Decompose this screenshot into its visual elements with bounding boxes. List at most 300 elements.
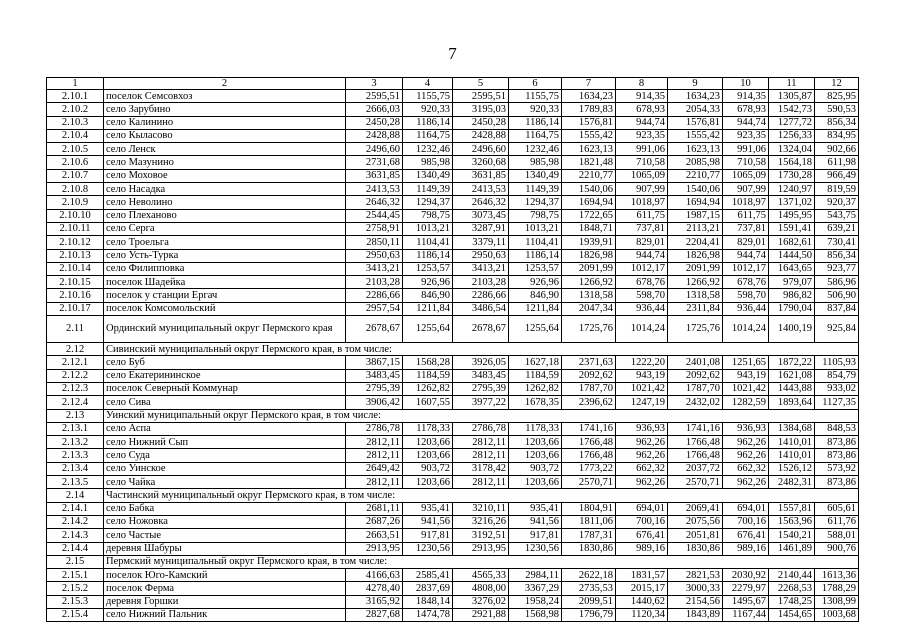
header-cell: 4 — [403, 78, 453, 90]
row-code: 2.13.2 — [47, 436, 104, 449]
table-row — [47, 422, 859, 435]
settlement-name: поселок Комсомольский — [104, 302, 346, 315]
row-code: 2.10.6 — [47, 156, 104, 169]
value-cell: 1255,64 — [509, 316, 562, 343]
value-cell: 2413,53 — [346, 183, 403, 196]
value-cell: 1324,04 — [769, 143, 815, 156]
value-cell: 1643,65 — [769, 262, 815, 275]
value-cell: 1256,33 — [769, 129, 815, 142]
header-cell: 11 — [769, 78, 815, 90]
value-cell: 1787,31 — [562, 529, 616, 542]
row-code: 2.12.4 — [47, 396, 104, 409]
value-cell: 1474,78 — [403, 608, 453, 621]
value-cell: 917,81 — [509, 529, 562, 542]
row-code: 2.10.9 — [47, 196, 104, 209]
value-cell: 941,56 — [403, 515, 453, 528]
value-cell: 829,01 — [723, 236, 769, 249]
value-cell: 676,41 — [723, 529, 769, 542]
value-cell: 2812,11 — [453, 436, 509, 449]
settlement-name: село Сива — [104, 396, 346, 409]
row-code: 2.15.1 — [47, 569, 104, 582]
table-row — [47, 569, 859, 582]
row-code: 2.15.3 — [47, 595, 104, 608]
value-cell: 2646,32 — [453, 196, 509, 209]
value-cell: 4565,33 — [453, 569, 509, 582]
value-cell: 985,98 — [509, 156, 562, 169]
header-cell: 8 — [616, 78, 668, 90]
value-cell: 2092,62 — [668, 369, 723, 382]
table-row — [47, 90, 859, 103]
value-cell: 1766,48 — [668, 436, 723, 449]
table-row — [47, 449, 859, 462]
value-cell: 1240,97 — [769, 183, 815, 196]
value-cell: 1149,39 — [403, 183, 453, 196]
value-cell: 710,58 — [616, 156, 668, 169]
value-cell: 3000,33 — [668, 582, 723, 595]
value-cell: 2570,71 — [668, 476, 723, 489]
value-cell: 611,75 — [616, 209, 668, 222]
table-row — [47, 169, 859, 182]
value-cell: 1811,06 — [562, 515, 616, 528]
value-cell: 2413,53 — [453, 183, 509, 196]
row-code: 2.10.17 — [47, 302, 104, 315]
value-cell: 639,21 — [815, 222, 859, 235]
value-cell: 1186,14 — [403, 116, 453, 129]
value-cell: 2099,51 — [562, 595, 616, 608]
value-cell: 2678,67 — [346, 316, 403, 343]
value-cell: 1623,13 — [668, 143, 723, 156]
value-cell: 1021,42 — [723, 382, 769, 395]
value-cell: 2154,56 — [668, 595, 723, 608]
value-cell: 1155,75 — [509, 90, 562, 103]
value-cell: 2496,60 — [346, 143, 403, 156]
value-cell: 1790,04 — [769, 302, 815, 315]
value-cell: 2432,02 — [668, 396, 723, 409]
value-cell: 4278,40 — [346, 582, 403, 595]
value-cell: 1804,91 — [562, 502, 616, 515]
row-code: 2.10.3 — [47, 116, 104, 129]
value-cell: 2663,51 — [346, 529, 403, 542]
value-cell: 662,32 — [616, 462, 668, 475]
value-cell: 611,75 — [723, 209, 769, 222]
value-cell: 737,81 — [616, 222, 668, 235]
value-cell: 1741,16 — [668, 422, 723, 435]
value-cell: 2544,45 — [346, 209, 403, 222]
value-cell: 944,74 — [616, 249, 668, 262]
row-code: 2.10.4 — [47, 129, 104, 142]
value-cell: 1958,24 — [509, 595, 562, 608]
value-cell: 2401,08 — [668, 356, 723, 369]
header-cell: 3 — [346, 78, 403, 90]
value-cell: 1542,73 — [769, 103, 815, 116]
settlement-name: село Насадка — [104, 183, 346, 196]
value-cell: 2681,11 — [346, 502, 403, 515]
row-code: 2.12.3 — [47, 382, 104, 395]
header-cell: 2 — [104, 78, 346, 90]
value-cell: 1018,97 — [723, 196, 769, 209]
value-cell: 944,74 — [616, 116, 668, 129]
value-cell: 1203,66 — [403, 476, 453, 489]
value-cell: 3216,26 — [453, 515, 509, 528]
table-row — [47, 262, 859, 275]
row-code: 2.12.2 — [47, 369, 104, 382]
value-cell: 2950,63 — [346, 249, 403, 262]
value-cell: 2827,68 — [346, 608, 403, 621]
value-cell: 1282,59 — [723, 396, 769, 409]
value-cell: 1613,36 — [815, 569, 859, 582]
value-cell: 936,93 — [616, 422, 668, 435]
settlement-name: село Суда — [104, 449, 346, 462]
value-cell: 2595,51 — [346, 90, 403, 103]
value-cell: 2984,11 — [509, 569, 562, 582]
value-cell: 1340,49 — [403, 169, 453, 182]
value-cell: 611,76 — [815, 515, 859, 528]
settlement-name: село Екатерининское — [104, 369, 346, 382]
value-cell: 944,74 — [723, 116, 769, 129]
table-row — [47, 582, 859, 595]
value-cell: 907,99 — [616, 183, 668, 196]
value-cell: 2795,39 — [453, 382, 509, 395]
value-cell: 856,34 — [815, 116, 859, 129]
value-cell: 825,95 — [815, 90, 859, 103]
section-row — [47, 409, 859, 422]
value-cell: 1155,75 — [403, 90, 453, 103]
table-row — [47, 529, 859, 542]
settlement-name: село Нижний Пальник — [104, 608, 346, 621]
value-cell: 1454,65 — [769, 608, 815, 621]
value-cell: 819,59 — [815, 183, 859, 196]
row-code: 2.14.4 — [47, 542, 104, 555]
value-cell: 3192,51 — [453, 529, 509, 542]
value-cell: 2731,68 — [346, 156, 403, 169]
value-cell: 2047,34 — [562, 302, 616, 315]
settlement-name: село Мазунино — [104, 156, 346, 169]
value-cell: 662,32 — [723, 462, 769, 475]
value-cell: 1255,64 — [403, 316, 453, 343]
header-cell: 5 — [453, 78, 509, 90]
value-cell: 962,26 — [616, 476, 668, 489]
value-cell: 1730,28 — [769, 169, 815, 182]
value-cell: 678,76 — [723, 276, 769, 289]
value-cell: 1796,79 — [562, 608, 616, 621]
table-row — [47, 289, 859, 302]
value-cell: 1787,70 — [668, 382, 723, 395]
value-cell: 873,86 — [815, 449, 859, 462]
value-cell: 1621,08 — [769, 369, 815, 382]
table-row — [47, 129, 859, 142]
value-cell: 3178,42 — [453, 462, 509, 475]
value-cell: 903,72 — [403, 462, 453, 475]
value-cell: 3631,85 — [453, 169, 509, 182]
value-cell: 1211,84 — [403, 302, 453, 315]
settlement-name: село Неволино — [104, 196, 346, 209]
value-cell: 1410,01 — [769, 449, 815, 462]
value-cell: 1872,22 — [769, 356, 815, 369]
value-cell: 1203,66 — [403, 449, 453, 462]
value-cell: 936,44 — [723, 302, 769, 315]
settlement-name: село Кыласово — [104, 129, 346, 142]
value-cell: 2428,88 — [346, 129, 403, 142]
value-cell: 1203,66 — [509, 436, 562, 449]
value-cell: 1678,35 — [509, 396, 562, 409]
value-cell: 2085,98 — [668, 156, 723, 169]
settlement-name: село Моховое — [104, 169, 346, 182]
value-cell: 2371,63 — [562, 356, 616, 369]
section-row — [47, 555, 859, 568]
value-cell: 3906,42 — [346, 396, 403, 409]
value-cell: 935,41 — [403, 502, 453, 515]
value-cell: 700,16 — [616, 515, 668, 528]
settlement-name: село Зарубино — [104, 103, 346, 116]
settlement-name: Ординский муниципальный округ Пермского края — [104, 316, 346, 343]
row-code: 2.10.10 — [47, 209, 104, 222]
value-cell: 941,56 — [509, 515, 562, 528]
table-row — [47, 156, 859, 169]
value-cell: 1848,14 — [403, 595, 453, 608]
header-cell: 9 — [668, 78, 723, 90]
value-cell: 3413,21 — [346, 262, 403, 275]
table-row — [47, 209, 859, 222]
value-cell: 1591,41 — [769, 222, 815, 235]
row-code: 2.10.15 — [47, 276, 104, 289]
value-cell: 2091,99 — [562, 262, 616, 275]
value-cell: 1211,84 — [509, 302, 562, 315]
value-cell: 854,79 — [815, 369, 859, 382]
value-cell: 2821,53 — [668, 569, 723, 582]
value-cell: 3486,54 — [453, 302, 509, 315]
settlement-name: деревня Горшки — [104, 595, 346, 608]
value-cell: 1634,23 — [668, 90, 723, 103]
value-cell: 926,96 — [509, 276, 562, 289]
value-cell: 943,19 — [616, 369, 668, 382]
table-row — [47, 276, 859, 289]
value-cell: 902,66 — [815, 143, 859, 156]
value-cell: 1789,83 — [562, 103, 616, 116]
settlement-name: село Ножовка — [104, 515, 346, 528]
value-cell: 846,90 — [509, 289, 562, 302]
value-cell: 1230,56 — [509, 542, 562, 555]
value-cell: 923,35 — [616, 129, 668, 142]
header-cell: 6 — [509, 78, 562, 90]
row-code: 2.14.2 — [47, 515, 104, 528]
value-cell: 3276,02 — [453, 595, 509, 608]
value-cell: 1253,57 — [403, 262, 453, 275]
value-cell: 846,90 — [403, 289, 453, 302]
value-cell: 1540,06 — [562, 183, 616, 196]
value-cell: 3379,11 — [453, 236, 509, 249]
value-cell: 1831,57 — [616, 569, 668, 582]
value-cell: 1848,71 — [562, 222, 616, 235]
settlement-name: село Бабка — [104, 502, 346, 515]
value-cell: 2950,63 — [453, 249, 509, 262]
value-cell: 2204,41 — [668, 236, 723, 249]
value-cell: 2140,44 — [769, 569, 815, 582]
value-cell: 1318,58 — [562, 289, 616, 302]
value-cell: 1230,56 — [403, 542, 453, 555]
value-cell: 979,07 — [769, 276, 815, 289]
value-cell: 1568,28 — [403, 356, 453, 369]
value-cell: 989,16 — [723, 542, 769, 555]
value-cell: 1164,75 — [403, 129, 453, 142]
value-cell: 1555,42 — [562, 129, 616, 142]
table-row — [47, 103, 859, 116]
value-cell: 1013,21 — [509, 222, 562, 235]
value-cell: 1694,94 — [668, 196, 723, 209]
row-code: 2.13.5 — [47, 476, 104, 489]
value-cell: 2092,62 — [562, 369, 616, 382]
row-code: 2.10.13 — [47, 249, 104, 262]
value-cell: 1843,89 — [668, 608, 723, 621]
row-code: 2.10.14 — [47, 262, 104, 275]
value-cell: 1178,33 — [509, 422, 562, 435]
value-cell: 2286,66 — [453, 289, 509, 302]
value-cell: 2837,69 — [403, 582, 453, 595]
value-cell: 989,16 — [616, 542, 668, 555]
value-cell: 678,93 — [723, 103, 769, 116]
value-cell: 3210,11 — [453, 502, 509, 515]
value-cell: 1495,67 — [723, 595, 769, 608]
section-title: Уинский муниципальный округ Пермского края, в том числе: — [104, 409, 859, 422]
value-cell: 2812,11 — [346, 436, 403, 449]
value-cell: 1178,33 — [403, 422, 453, 435]
table-row — [47, 316, 859, 343]
table-row — [47, 382, 859, 395]
value-cell: 936,93 — [723, 422, 769, 435]
value-cell: 3413,21 — [453, 262, 509, 275]
value-cell: 1444,50 — [769, 249, 815, 262]
value-cell: 936,44 — [616, 302, 668, 315]
value-cell: 1186,14 — [509, 249, 562, 262]
value-cell: 1251,65 — [723, 356, 769, 369]
value-cell: 2015,17 — [616, 582, 668, 595]
value-cell: 2496,60 — [453, 143, 509, 156]
value-cell: 1167,44 — [723, 608, 769, 621]
value-cell: 962,26 — [723, 476, 769, 489]
value-cell: 2913,95 — [453, 542, 509, 555]
value-cell: 1748,25 — [769, 595, 815, 608]
value-cell: 1232,46 — [403, 143, 453, 156]
value-cell: 676,41 — [616, 529, 668, 542]
value-cell: 848,53 — [815, 422, 859, 435]
value-cell: 923,77 — [815, 262, 859, 275]
value-cell: 2850,11 — [346, 236, 403, 249]
section-row — [47, 489, 859, 502]
value-cell: 710,58 — [723, 156, 769, 169]
value-cell: 798,75 — [509, 209, 562, 222]
value-cell: 678,93 — [616, 103, 668, 116]
value-cell: 1725,76 — [562, 316, 616, 343]
section-title: Частинский муниципальный округ Пермского края, в том числе: — [104, 489, 859, 502]
row-code: 2.10.7 — [47, 169, 104, 182]
value-cell: 1568,98 — [509, 608, 562, 621]
value-cell: 1003,68 — [815, 608, 859, 621]
value-cell: 1013,21 — [403, 222, 453, 235]
value-cell: 1318,58 — [668, 289, 723, 302]
value-cell: 1149,39 — [509, 183, 562, 196]
row-code: 2.14.3 — [47, 529, 104, 542]
settlement-name: село Чайка — [104, 476, 346, 489]
settlement-name: село Усть-Турка — [104, 249, 346, 262]
value-cell: 2113,21 — [668, 222, 723, 235]
value-cell: 1222,20 — [616, 356, 668, 369]
value-cell: 1555,42 — [668, 129, 723, 142]
table-row — [47, 116, 859, 129]
value-cell: 3165,92 — [346, 595, 403, 608]
value-cell: 1371,02 — [769, 196, 815, 209]
value-cell: 834,95 — [815, 129, 859, 142]
value-cell: 2585,41 — [403, 569, 453, 582]
value-cell: 3287,91 — [453, 222, 509, 235]
value-cell: 1266,92 — [668, 276, 723, 289]
value-cell: 3926,05 — [453, 356, 509, 369]
value-cell: 2687,26 — [346, 515, 403, 528]
value-cell: 3073,45 — [453, 209, 509, 222]
table-row — [47, 196, 859, 209]
value-cell: 611,98 — [815, 156, 859, 169]
table-row — [47, 143, 859, 156]
settlement-name: поселок у станции Ергач — [104, 289, 346, 302]
value-cell: 1821,48 — [562, 156, 616, 169]
value-cell: 2812,11 — [453, 476, 509, 489]
value-cell: 1104,41 — [403, 236, 453, 249]
value-cell: 3867,15 — [346, 356, 403, 369]
value-cell: 1576,81 — [562, 116, 616, 129]
value-cell: 3483,45 — [453, 369, 509, 382]
value-cell: 1682,61 — [769, 236, 815, 249]
value-cell: 829,01 — [616, 236, 668, 249]
value-cell: 933,02 — [815, 382, 859, 395]
value-cell: 2795,39 — [346, 382, 403, 395]
header-cell: 1 — [47, 78, 104, 90]
value-cell: 944,74 — [723, 249, 769, 262]
row-code: 2.10.11 — [47, 222, 104, 235]
settlement-name: поселок Ферма — [104, 582, 346, 595]
value-cell: 1305,87 — [769, 90, 815, 103]
value-cell: 1634,23 — [562, 90, 616, 103]
value-cell: 2428,88 — [453, 129, 509, 142]
table-row — [47, 236, 859, 249]
value-cell: 1400,19 — [769, 316, 815, 343]
value-cell: 1564,18 — [769, 156, 815, 169]
value-cell: 2075,56 — [668, 515, 723, 528]
value-cell: 943,19 — [723, 369, 769, 382]
value-cell: 598,70 — [616, 289, 668, 302]
value-cell: 2957,54 — [346, 302, 403, 315]
value-cell: 1065,09 — [616, 169, 668, 182]
value-cell: 914,35 — [723, 90, 769, 103]
value-cell: 1012,17 — [723, 262, 769, 275]
value-cell: 2210,77 — [668, 169, 723, 182]
row-code: 2.15 — [47, 555, 104, 568]
value-cell: 1557,81 — [769, 502, 815, 515]
header-cell: 10 — [723, 78, 769, 90]
value-cell: 1021,42 — [616, 382, 668, 395]
value-cell: 1186,14 — [403, 249, 453, 262]
settlement-name: село Аспа — [104, 422, 346, 435]
value-cell: 1120,34 — [616, 608, 668, 621]
value-cell: 1939,91 — [562, 236, 616, 249]
value-cell: 1184,59 — [403, 369, 453, 382]
value-cell: 2450,28 — [346, 116, 403, 129]
value-cell: 2482,31 — [769, 476, 815, 489]
value-cell: 935,41 — [509, 502, 562, 515]
table-row — [47, 302, 859, 315]
value-cell: 2786,78 — [346, 422, 403, 435]
value-cell: 1127,35 — [815, 396, 859, 409]
value-cell: 914,35 — [616, 90, 668, 103]
value-cell: 1826,98 — [562, 249, 616, 262]
value-cell: 3977,22 — [453, 396, 509, 409]
